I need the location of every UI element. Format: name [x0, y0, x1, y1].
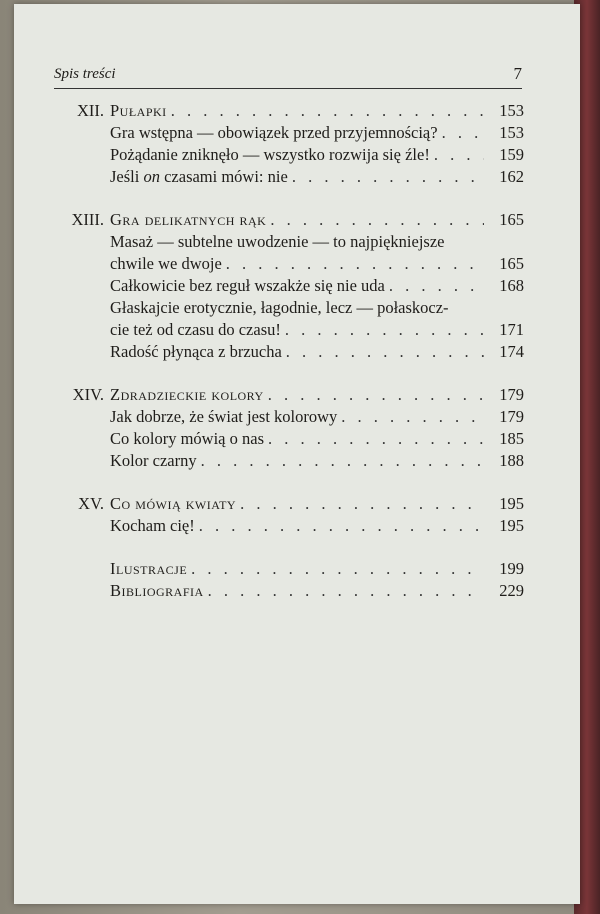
entry-title: Kolor czarny: [110, 451, 197, 470]
toc-section-xiii: [44, 209, 524, 363]
toc-entry-row: [44, 341, 524, 363]
entry-title-line1: Masaż — subtelne uwodzenie — to najpiękniejsze: [110, 232, 445, 251]
toc-entry-row: [44, 231, 524, 253]
page-ref: 153: [499, 101, 524, 120]
page-ref: 159: [499, 145, 524, 164]
chapter-title: Co mówią kwiaty: [110, 494, 237, 513]
dot-leader: [201, 450, 484, 472]
toc-entry-row: [44, 428, 524, 450]
chapter-number: XIV.: [72, 385, 104, 404]
dot-leader: [171, 100, 484, 122]
toc-back-matter: [44, 558, 524, 602]
toc-chapter-row: [44, 100, 524, 122]
toc-section-xii: [44, 100, 524, 188]
header-title: Spis treści: [54, 66, 116, 82]
entry-title: Co kolory mówią o nas: [110, 429, 264, 448]
toc-entry-row: [44, 450, 524, 472]
dot-leader: [226, 253, 484, 275]
toc-chapter-row: [44, 209, 524, 231]
running-header: [54, 66, 522, 89]
toc-entry-row: [44, 275, 524, 297]
dot-leader: [191, 558, 484, 580]
toc-entry-row: [44, 297, 524, 319]
page-ref: 179: [499, 407, 524, 426]
toc-entry-row: [44, 515, 524, 537]
page-ref: 185: [499, 429, 524, 448]
page-ref: 165: [499, 254, 524, 273]
page-ref: 165: [499, 210, 524, 229]
toc-chapter-row: [44, 384, 524, 406]
chapter-number: XII.: [76, 101, 104, 120]
page-ref: 195: [499, 516, 524, 535]
entry-title: Radość płynąca z brzucha: [110, 342, 282, 361]
entry-title: Całkowicie bez reguł wszakże się nie uda: [110, 276, 385, 295]
dot-leader: [286, 341, 484, 363]
dot-leader: [442, 122, 484, 144]
toc-entry-row: [44, 253, 524, 275]
dot-leader: [268, 428, 484, 450]
toc-entry-row: [44, 122, 524, 144]
back-matter-title: Bibliografia: [110, 581, 204, 600]
entry-title: Kocham cię!: [110, 516, 195, 535]
back-matter-title: Ilustracje: [110, 559, 188, 578]
entry-title-line1: Głaskajcie erotycznie, łagodnie, lecz — połaskocz-: [110, 298, 449, 317]
dot-leader: [199, 515, 484, 537]
toc-entry-row: [44, 406, 524, 428]
chapter-title: Pułapki: [110, 101, 167, 120]
toc-entry-row: [44, 166, 524, 188]
header-page-number: 7: [513, 64, 522, 83]
entry-title: Pożądanie zniknęło — wszystko rozwija się źle!: [110, 145, 430, 164]
entry-title: Jak dobrze, że świat jest kolorowy: [110, 407, 338, 426]
toc-back-matter-row: [44, 558, 524, 580]
page-ref: 171: [499, 320, 524, 339]
entry-title: Jeśli on czasami mówi: nie: [110, 167, 288, 186]
toc-entry-row: [44, 319, 524, 341]
dot-leader: [292, 166, 484, 188]
entry-title-line2: chwile we dwoje: [110, 254, 222, 273]
toc-chapter-row: [44, 493, 524, 515]
dot-leader: [268, 384, 484, 406]
chapter-number: XIII.: [71, 210, 104, 229]
entry-title: Gra wstępna — obowiązek przed przyjemnością?: [110, 123, 438, 142]
dot-leader: [434, 144, 484, 166]
dot-leader: [341, 406, 484, 428]
chapter-title: Zdradzieckie kolory: [110, 385, 264, 404]
dot-leader: [389, 275, 484, 297]
page-ref: 179: [499, 385, 524, 404]
book-page: [14, 4, 580, 904]
page-ref: 199: [499, 559, 524, 578]
toc-section-xiv: [44, 384, 524, 472]
entry-title-line2: cie też od czasu do czasu!: [110, 320, 281, 339]
page-ref: 162: [499, 167, 524, 186]
page-ref: 229: [499, 581, 524, 600]
page-ref: 174: [499, 342, 524, 361]
chapter-title: Gra delikatnych rąk: [110, 210, 267, 229]
page-ref: 168: [499, 276, 524, 295]
dot-leader: [285, 319, 484, 341]
toc-section-xv: [44, 493, 524, 537]
dot-leader: [270, 209, 484, 231]
toc-entry-row: [44, 144, 524, 166]
chapter-number: XV.: [78, 494, 104, 513]
toc-back-matter-row: [44, 580, 524, 602]
page-ref: 188: [499, 451, 524, 470]
page-ref: 153: [499, 123, 524, 142]
dot-leader: [208, 580, 484, 602]
dot-leader: [240, 493, 484, 515]
page-ref: 195: [499, 494, 524, 513]
table-of-contents: [44, 100, 524, 623]
